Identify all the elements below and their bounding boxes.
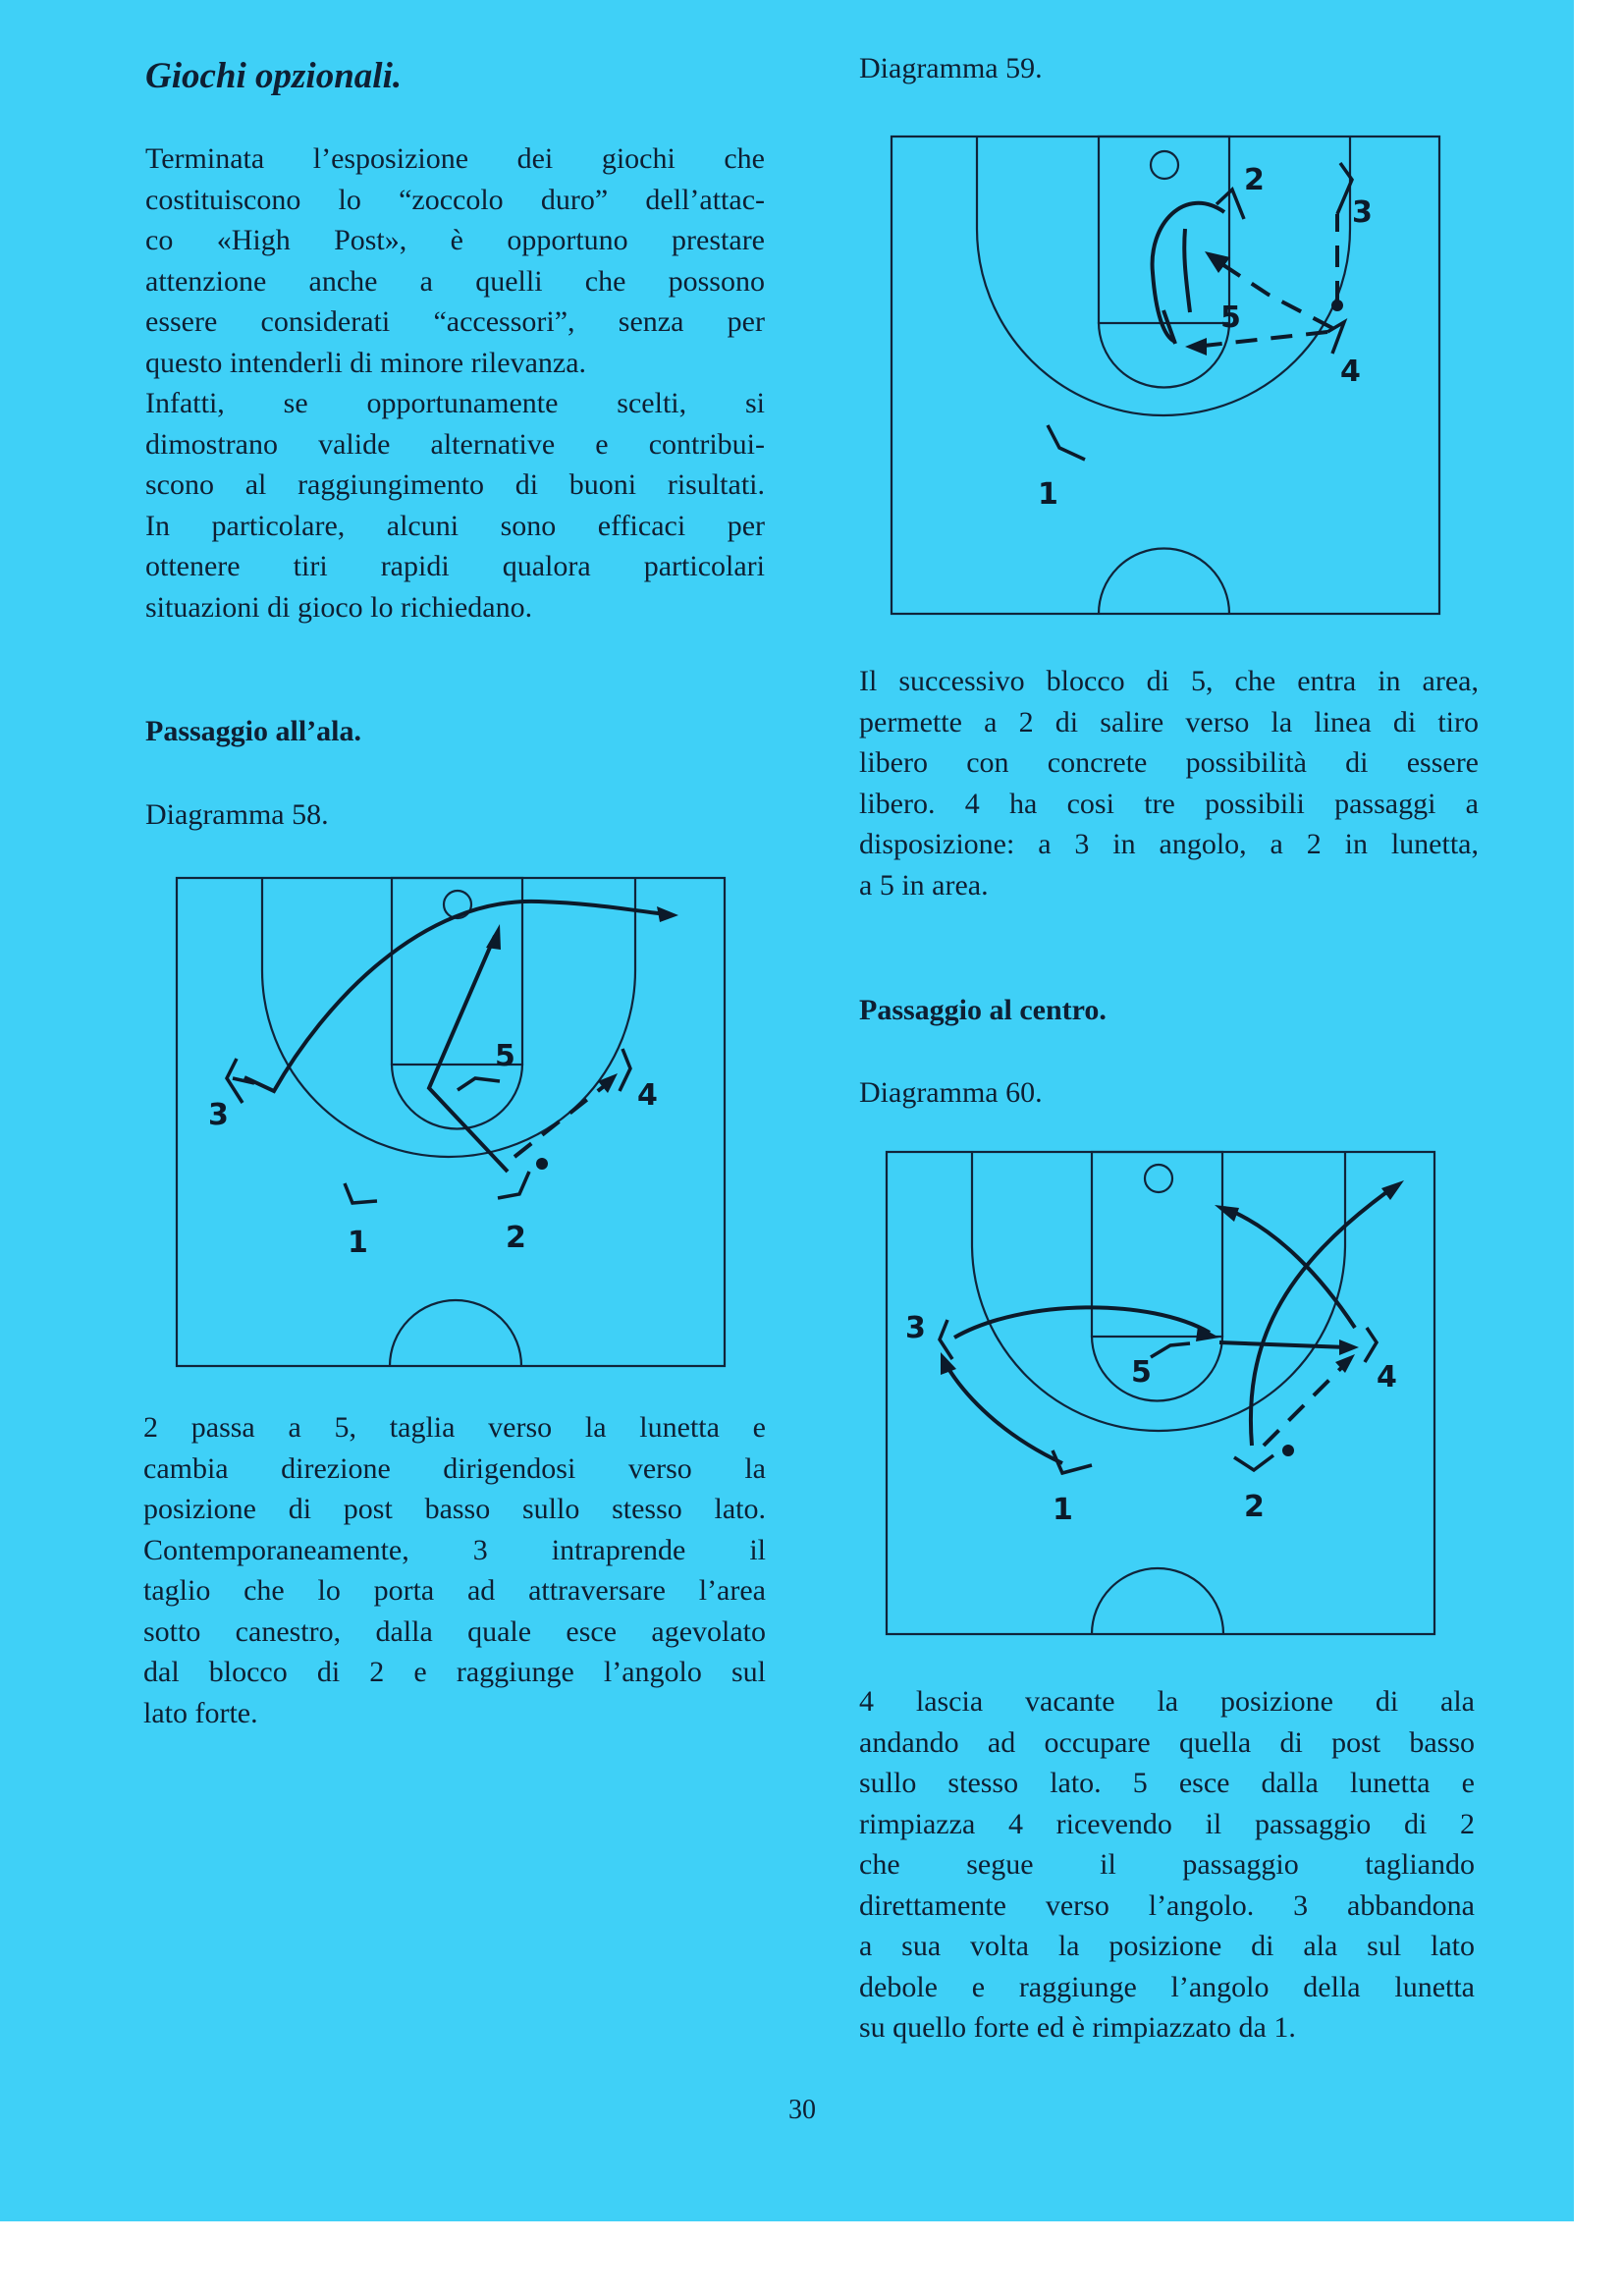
player-2-marker (1234, 1455, 1273, 1470)
player-4-label: 4 (637, 1078, 658, 1113)
player-1-label: 1 (348, 1226, 368, 1260)
text-line: dimostrano valide alternative e contribui- (145, 427, 765, 461)
player-3-label: 3 (1352, 195, 1373, 230)
text-line: libero con concrete possibilità di essere (859, 746, 1479, 779)
arrow-head (1196, 1326, 1219, 1341)
arrow-head (657, 906, 678, 922)
cut-path-player-4 (1224, 1208, 1355, 1328)
text-line: a 5 in area. (859, 868, 989, 902)
text-line: libero. 4 ha cosi tre possibili passaggi a (859, 787, 1479, 820)
page-number: 30 (788, 2095, 816, 2125)
intro-paragraph (145, 138, 765, 628)
ball-icon (1331, 300, 1343, 311)
text-line: Contemporaneamente, 3 intraprende il (143, 1533, 766, 1566)
cut-path-player-2 (1251, 1185, 1396, 1446)
text-line: 4 lascia vacante la posizione di ala (859, 1685, 1475, 1718)
pass-line-4-to-5 (1195, 332, 1327, 347)
diagram-60-court (885, 1151, 1436, 1637)
player-4-label: 4 (1377, 1360, 1397, 1394)
text-line: che segue il passaggio tagliando (859, 1848, 1475, 1881)
arrow-head (1205, 251, 1230, 273)
diagram-60-description (859, 1681, 1475, 2049)
cut-path-player-3 (954, 1307, 1210, 1338)
diagram-58-caption: Diagramma 58. (145, 798, 329, 831)
text-line: cambia direzione dirigendosi verso la (143, 1451, 766, 1485)
center-circle (390, 1300, 521, 1366)
text-line: 2 passa a 5, taglia verso la lunetta e (143, 1411, 766, 1444)
center-circle (1099, 549, 1229, 615)
text-line: rimpiazza 4 ricevendo il passaggio di 2 (859, 1807, 1475, 1840)
arrow-head (1215, 1205, 1239, 1222)
player-2-label: 2 (1244, 163, 1265, 197)
arrow-head (1185, 338, 1207, 355)
free-throw-lane (1099, 137, 1229, 323)
player-1-marker (1048, 425, 1085, 460)
text-line: In particolare, alcuni sono efficaci per (145, 509, 765, 542)
court-border (177, 878, 725, 1366)
text-line: permette a 2 di salire verso la linea di tiro (859, 705, 1479, 738)
player-5-label: 5 (1220, 301, 1241, 335)
text-line: lato forte. (143, 1696, 258, 1729)
text-line: ottenere tiri rapidi qualora particolari (145, 550, 765, 582)
player-2-marker (498, 1172, 529, 1198)
player-5-label: 5 (495, 1039, 515, 1073)
player-3-label: 3 (905, 1311, 926, 1345)
text-line: a sua volta la posizione di ala sul lato (859, 1930, 1475, 1962)
player-3-marker (940, 1320, 952, 1359)
text-line: Infatti, se opportunamente scelti, si (145, 387, 765, 419)
players (208, 1039, 658, 1260)
diagram-59-caption: Diagramma 59. (859, 52, 1043, 84)
text-line: situazioni di gioco lo richiedano. (145, 590, 533, 624)
text-line: su quello forte ed è rimpiazzato da 1. (859, 2011, 1296, 2044)
diagram-59-description (859, 661, 1479, 905)
arrow-head (1339, 1339, 1359, 1355)
text-line: questo intenderli di minore rilevanza. (145, 346, 587, 379)
player-2-label: 2 (506, 1221, 526, 1255)
text-line: debole e raggiunge l’angolo della lunetta (859, 1970, 1475, 2003)
text-line: posizione di post basso sullo stesso lato. (143, 1493, 766, 1525)
arrow-head (486, 924, 501, 950)
player-1-label: 1 (1038, 477, 1058, 512)
play-movements (1153, 203, 1337, 355)
cut-path-player-2 (1153, 203, 1224, 342)
pass-path-5-to-4 (1219, 1342, 1347, 1347)
player-3-marker (227, 1059, 254, 1103)
player-1-marker (1053, 1450, 1092, 1473)
court-lines (177, 878, 725, 1366)
text-line: sotto canestro, dalla quale esce agevolato (143, 1614, 766, 1648)
text-line: scono al raggiungimento di buoni risultati. (145, 468, 765, 501)
play-movements (244, 902, 678, 1172)
text-line: Terminata l’esposizione dei giochi che (145, 142, 765, 175)
cut-path-player-1 (945, 1362, 1062, 1463)
player-5-label: 5 (1131, 1355, 1152, 1390)
player-5-marker (1151, 1343, 1190, 1357)
text-line: Il successivo blocco di 5, che entra in area, (859, 665, 1479, 697)
player-3-label: 3 (208, 1098, 229, 1132)
text-line: andando ad occupare quella di post basso (859, 1725, 1475, 1759)
text-line: attenzione anche a quelli che possono (145, 264, 765, 298)
text-line: sullo stesso lato. 5 esce dalla lunetta e (859, 1767, 1475, 1799)
arrow-head (1381, 1180, 1404, 1200)
basket-icon (1151, 151, 1178, 179)
text-line: disposizione: a 3 in angolo, a 2 in lunetta, (859, 828, 1479, 860)
player-5-marker (458, 1078, 500, 1090)
player-4-marker (1365, 1328, 1377, 1362)
diagram-58-description (143, 1407, 766, 1733)
play-movements (941, 1180, 1404, 1463)
player-1-marker (345, 1183, 377, 1203)
pass-line-2-to-5 (1264, 1362, 1347, 1446)
player-1-label: 1 (1053, 1493, 1073, 1527)
text-line: taglio che lo porta ad attraversare l’area (143, 1574, 766, 1607)
screen-path-player-5 (1184, 229, 1190, 312)
page-title: Giochi opzionali. (145, 56, 403, 96)
center-circle (1092, 1568, 1223, 1634)
players (1038, 163, 1373, 512)
diagram-59-court (890, 136, 1441, 617)
player-4-label: 4 (1340, 355, 1361, 389)
diagram-60-caption: Diagramma 60. (859, 1076, 1043, 1109)
player-2-label: 2 (1244, 1490, 1265, 1524)
players (905, 1311, 1397, 1527)
diagram-58-court (175, 877, 727, 1368)
text-line: dal blocco di 2 e raggiunge l’angolo sul (143, 1656, 766, 1688)
free-throw-circle (1092, 1336, 1222, 1401)
text-line: essere considerati “accessori”, senza per (145, 305, 765, 338)
text-line: costituiscono lo “zoccolo duro” dell’attac- (145, 183, 765, 216)
text-line: direttamente verso l’angolo. 3 abbandona (859, 1888, 1475, 1922)
cut-path-player-3 (244, 902, 667, 1091)
ball-icon (536, 1158, 548, 1170)
basket-icon (1145, 1165, 1172, 1192)
free-throw-lane (392, 878, 522, 1065)
text-line: co «High Post», è opportuno prestare (145, 224, 765, 256)
player-4-marker (620, 1049, 630, 1091)
ball-icon (1282, 1445, 1294, 1456)
section-heading-passaggio-ala: Passaggio all’ala. (145, 715, 362, 747)
section-heading-passaggio-centro: Passaggio al centro. (859, 994, 1107, 1026)
